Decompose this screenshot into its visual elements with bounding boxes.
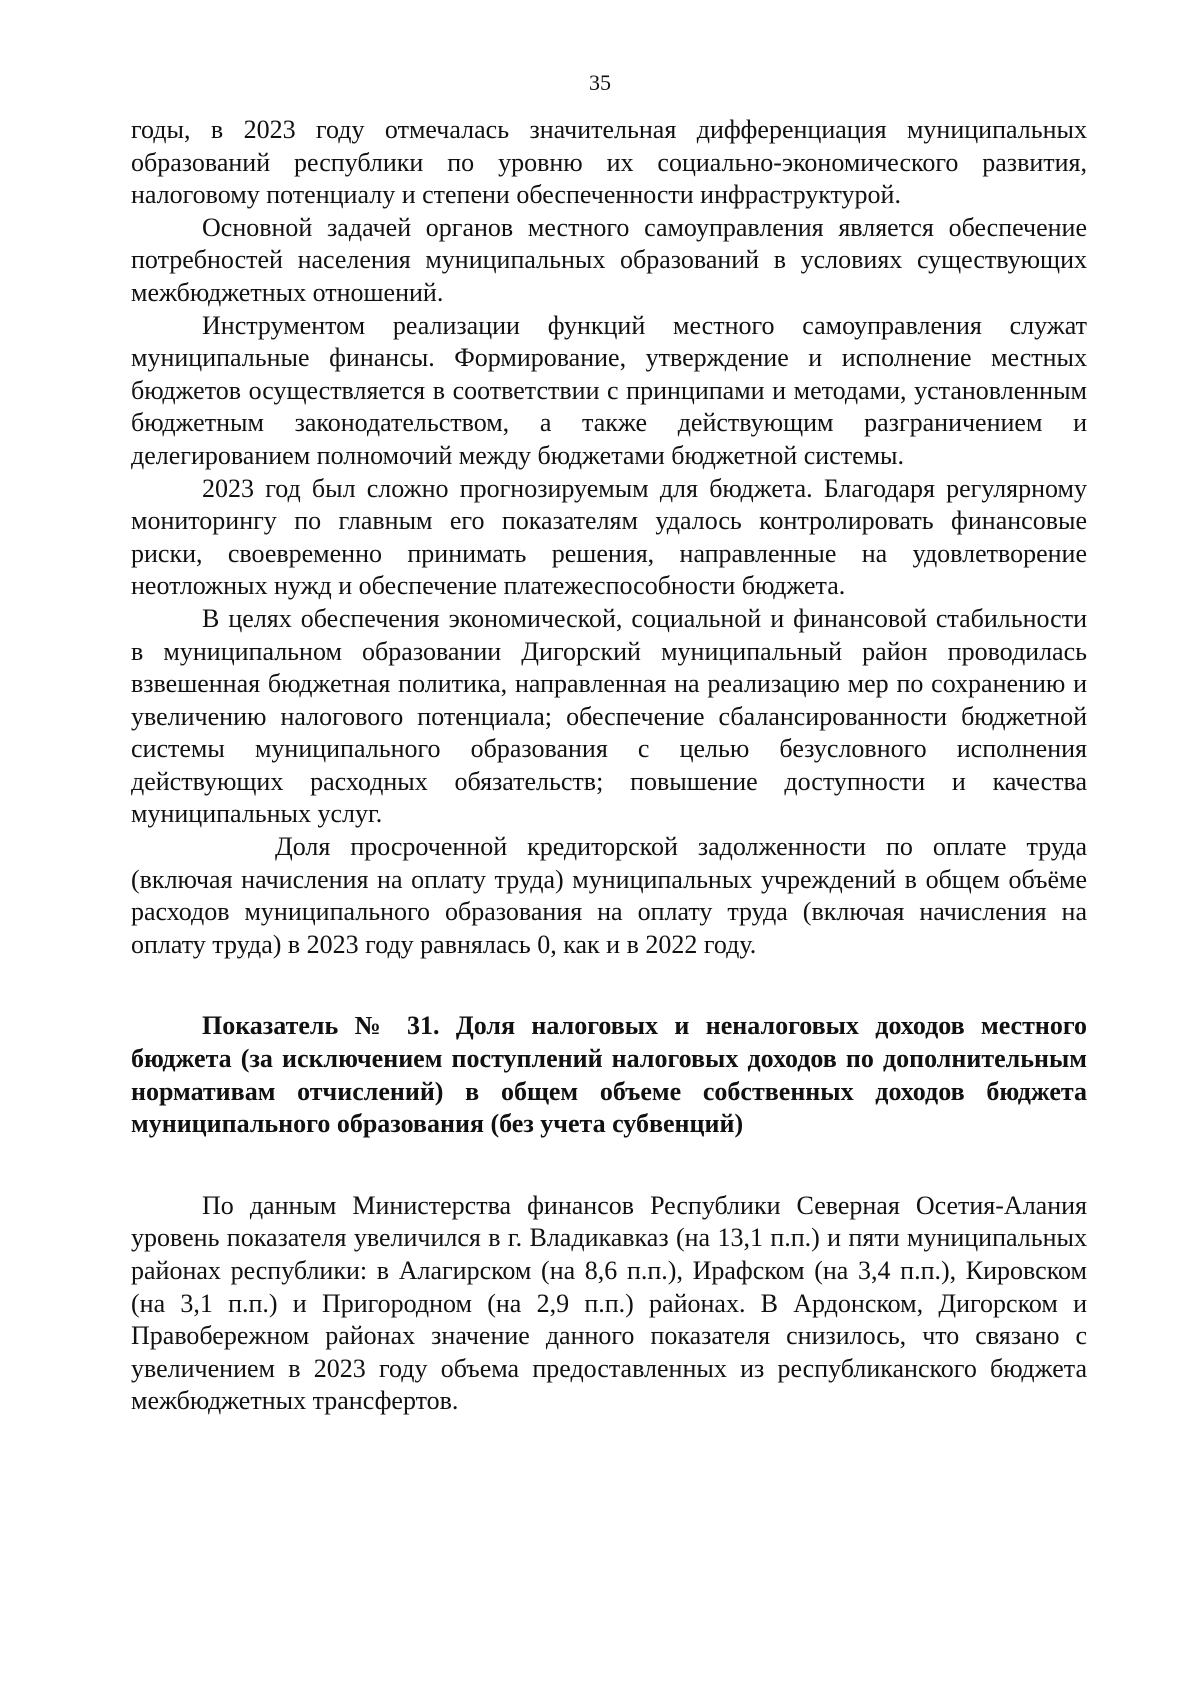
paragraph-overdue-debt: Доля просроченной кредиторской задолженности по оплате труда (включая начисления на оплату труда) муниципальных учреждений в общем объёме расходов муниципального образования на оплату труда (включая начисления на оплату труда) в 2023 году равнялась 0, как и в 2022 году. — [131, 832, 1087, 959]
page-number: 35 — [589, 70, 611, 95]
document-body — [131, 114, 1087, 1418]
paragraph-main-task: Основной задачей органов местного самоуправления является обеспечение потребностей населения муниципальных образований в условиях существующих межбюджетных отношений. — [131, 212, 1087, 307]
paragraph-ministry-data: По данным Министерства финансов Республики Северная Осетия-Алания уровень показателя увеличился в г. Владикавказ (на 13,1 п.п.) и пяти муниципальных районах республики: в Алагирском (на 8,6 п.п.), Ирафском (на 3,4 п.п.), Кировском (на 3,1 п.п.) и Пригородном (на 2,9 п.п.) районах. В Ардонском, Дигорском и Правобережном районах значение данного показателя снизилось, что связано с увеличением в 2023 году объема предоставленных из республиканского бюджета межбюджетных трансфертов. — [131, 1190, 1087, 1416]
paragraph-budget-policy: В целях обеспечения экономической, социальной и финансовой стабильности в муниципальном образовании Дигорский муниципальный район проводилась взвешенная бюджетная политика, направленная на реализацию мер по сохранению и увеличению налогового потенциала; обеспечение сбалансированности бюджетной системы муниципального образования с целью безусловного исполнения действующих расходных обязательств; повышение доступности и качества муниципальных услуг. — [131, 603, 1087, 829]
paragraph-continuation: годы, в 2023 году отмечалась значительная дифференциация муниципальных образований республики по уровню их социально-экономического развития, налоговому потенциалу и степени обеспеченности инфраструктурой. — [131, 115, 1087, 210]
section-heading-indicator-31: Показатель № 31. Доля налоговых и неналоговых доходов местного бюджета (за исключением поступлений налоговых доходов по дополнительным нормативам отчислений) в общем объеме собственных доходов бюджета муниципального образования (без учета субвенций) — [131, 1011, 1087, 1139]
paragraph-budget-2023: 2023 год был сложно прогнозируемым для бюджета. Благодаря регулярному мониторингу по главным его показателям удалось контролировать финансовые риски, своевременно принимать решения, направленные на удовлетворение неотложных нужд и обеспечение платежеспособности бюджета. — [131, 473, 1087, 601]
paragraph-municipal-finance: Инструментом реализации функций местного самоуправления служат муниципальные финансы. Формирование, утверждение и исполнение местных бюджетов осуществляется в соответствии с принципами и методами, установленным бюджетным законодательством, а также действующим разграничением и делегированием полномочий между бюджетами бюджетной системы. — [131, 310, 1087, 470]
